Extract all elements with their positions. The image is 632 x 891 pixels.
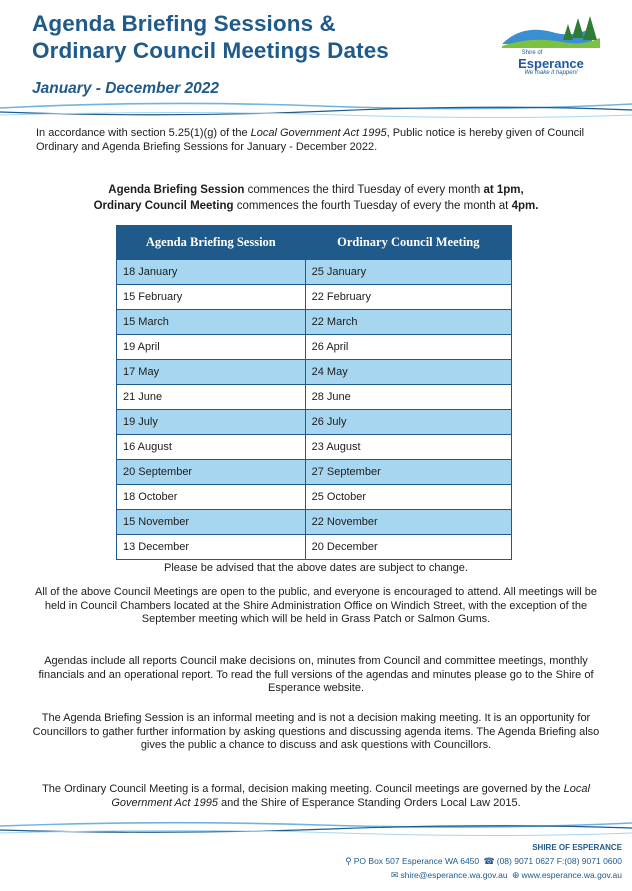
logo-name: Esperance (518, 56, 584, 71)
globe-icon: ⊕ (511, 870, 520, 880)
ordinary-date-cell: 22 March (305, 310, 511, 335)
footer-website[interactable]: www.esperance.wa.gov.au (521, 870, 622, 880)
title-line-1: Agenda Briefing Sessions & (32, 11, 336, 36)
footer-phone: (08) 9071 0627 (496, 856, 555, 866)
footer-contact-line-1 (343, 856, 622, 867)
briefing-date-cell: 20 September (117, 460, 306, 485)
ordinary-date-cell: 22 November (305, 510, 511, 535)
table-row (117, 510, 512, 535)
table-row (117, 360, 512, 385)
table-row (117, 535, 512, 560)
ordinary-text-1: The Ordinary Council Meeting is a formal, decision making meeting. Council meetings are governed by the (42, 783, 564, 795)
footer-email[interactable]: shire@esperance.wa.gov.au (400, 870, 508, 880)
briefing-date-cell: 13 December (117, 535, 306, 560)
ordinary-text-2: and the Shire of Esperance Standing Orders Local Law 2015. (217, 796, 521, 809)
briefing-time: at 1pm, (483, 184, 524, 196)
ordinary-date-cell: 20 December (305, 535, 511, 560)
table-row (117, 435, 512, 460)
email-icon: ✉ (390, 870, 399, 880)
paragraph-briefing: The Agenda Briefing Session is an informal meeting and is not a decision making meeting. It is an opportunity for Councillors to gather further information by asking questions and discussing agenda items. The Agenda Briefing also gives the public a chance to discuss and ask questions with Councillors. (32, 712, 600, 751)
intro-paragraph (36, 127, 596, 154)
ordinary-date-cell: 27 September (305, 460, 511, 485)
table-row (117, 460, 512, 485)
table-row (117, 410, 512, 435)
header-wave-divider (0, 98, 632, 120)
table-row (117, 310, 512, 335)
briefing-date-cell: 19 July (117, 410, 306, 435)
briefing-date-cell: 18 October (117, 485, 306, 510)
briefing-date-cell: 15 November (117, 510, 306, 535)
paragraph-ordinary (30, 783, 602, 810)
schedule-line-briefing (30, 182, 602, 198)
ordinary-time: 4pm. (511, 200, 539, 212)
col-header-briefing: Agenda Briefing Session (117, 226, 306, 260)
footer-org-name: SHIRE OF ESPERANCE (532, 843, 622, 852)
ordinary-text: commences the fourth Tuesday of every the month at (233, 200, 512, 212)
briefing-date-cell: 15 March (117, 310, 306, 335)
table-header-row (117, 226, 512, 260)
briefing-date-cell: 17 May (117, 360, 306, 385)
table-row (117, 385, 512, 410)
table-row (117, 485, 512, 510)
ordinary-date-cell: 22 February (305, 285, 511, 310)
footer-contact-line-2 (389, 870, 622, 881)
page-title (32, 10, 389, 64)
paragraph-agendas: Agendas include all reports Council make decisions on, minutes from Council and committee meetings, monthly financials and an operational report. To read the full versions of the agendas and minutes please go to the Shire of Esperance website. (38, 655, 594, 694)
briefing-date-cell: 18 January (117, 260, 306, 285)
ordinary-date-cell: 25 January (305, 260, 511, 285)
footer-fax: F:(08) 9071 0600 (556, 856, 622, 866)
briefing-label: Agenda Briefing Session (108, 184, 245, 196)
intro-text-1: In accordance with section 5.25(1)(g) of the (36, 127, 251, 139)
schedule-notice (30, 182, 602, 214)
intro-act-name: Local Government Act 1995 (250, 127, 387, 139)
logo-tagline: We make it happen! (524, 70, 578, 76)
table-row (117, 335, 512, 360)
change-advisory: Please be advised that the above dates are subject to change. (164, 562, 468, 574)
briefing-date-cell: 16 August (117, 435, 306, 460)
logo-shire-text: Shire of (521, 50, 543, 56)
meeting-dates-table (116, 225, 512, 560)
shire-logo (492, 14, 610, 80)
table-row (117, 260, 512, 285)
ordinary-label: Ordinary Council Meeting (93, 200, 234, 212)
briefing-date-cell: 21 June (117, 385, 306, 410)
ordinary-date-cell: 28 June (305, 385, 511, 410)
intro-text-2: , Public notice is hereby given of Council Ordinary and Agenda Briefing Sessions for January - December 2022. (36, 127, 585, 153)
paragraph-open-meetings: All of the above Council Meetings are open to the public, and everyone is encouraged to attend. All meetings will be held in Council Chambers located at the Shire Administration Office on Windich Street, with the exception of the September meeting which will be held in Grass Patch or Salmon Gums. (35, 586, 597, 625)
ordinary-date-cell: 23 August (305, 435, 511, 460)
footer-wave-divider (0, 818, 632, 838)
ordinary-act-name: Local Government Act 1995 (111, 783, 590, 809)
ordinary-date-cell: 26 July (305, 410, 511, 435)
table-row (117, 285, 512, 310)
title-line-2: Ordinary Council Meetings Dates (32, 38, 389, 63)
ordinary-date-cell: 24 May (305, 360, 511, 385)
ordinary-date-cell: 25 October (305, 485, 511, 510)
briefing-date-cell: 19 April (117, 335, 306, 360)
ordinary-date-cell: 26 April (305, 335, 511, 360)
col-header-ordinary: Ordinary Council Meeting (305, 226, 511, 260)
briefing-text: commences the third Tuesday of every month (244, 184, 484, 196)
location-pin-icon: ⚲ (345, 856, 352, 866)
footer-address: PO Box 507 Esperance WA 6450 (353, 856, 480, 866)
phone-icon: ☎ (483, 856, 495, 866)
page-subtitle: January - December 2022 (32, 80, 219, 97)
briefing-date-cell: 15 February (117, 285, 306, 310)
schedule-line-ordinary (30, 198, 602, 214)
